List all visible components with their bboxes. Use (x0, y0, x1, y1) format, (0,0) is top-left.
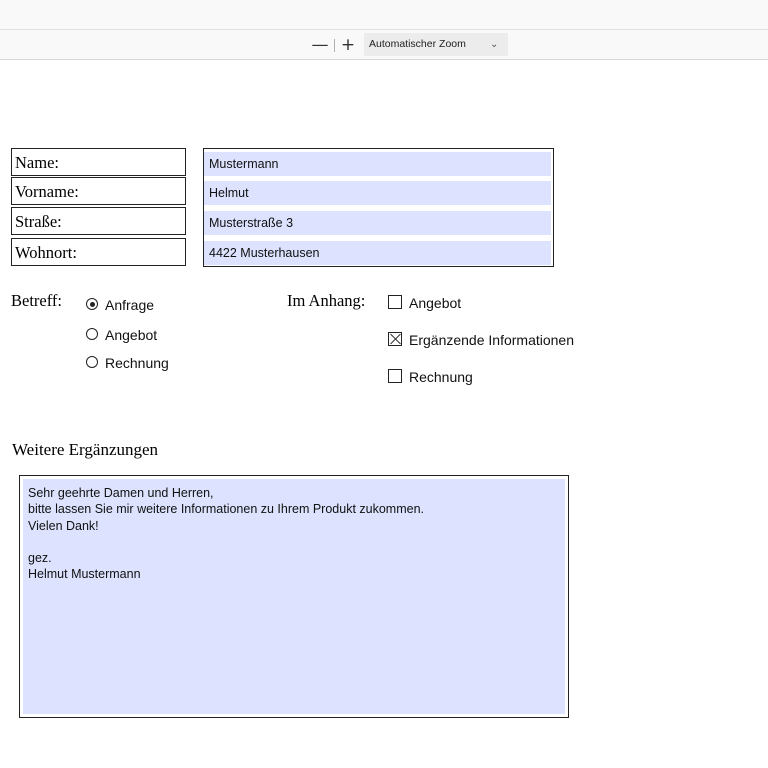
attachment-checkbox-ergaenzende-informationen[interactable] (388, 332, 402, 346)
strasse-input[interactable]: Musterstraße 3 (204, 211, 551, 235)
zoom-select[interactable] (364, 33, 508, 56)
subject-option-label: Rechnung (105, 355, 169, 371)
notes-title: Weitere Ergänzungen (12, 440, 159, 459)
subject-radio-angebot[interactable] (86, 328, 98, 340)
attachment-option-label: Ergänzende Informationen (409, 332, 574, 348)
vorname-label: Vorname: (11, 177, 186, 205)
attachment-checkbox-rechnung[interactable] (388, 369, 402, 383)
subject-label: Betreff: (11, 291, 63, 310)
subject-radio-rechnung[interactable] (86, 356, 98, 368)
pdf-toolbar (0, 30, 768, 60)
zoom-select-value: Automatischer Zoom (369, 38, 466, 50)
notes-textarea[interactable]: Sehr geehrte Damen und Herren, bitte lassen Sie mir weitere Informationen zu Ihrem Produkt zukommen. Vielen Dank! gez. Helmut Mustermann (23, 479, 565, 714)
attachments-label: Im Anhang: (287, 291, 366, 310)
subject-option-label: Anfrage (105, 297, 155, 313)
subject-radio-anfrage[interactable] (86, 298, 98, 310)
wohnort-input[interactable]: 4422 Musterhausen (204, 241, 551, 265)
chevron-down-icon: ⌄ (490, 39, 499, 50)
browser-top-bar (0, 0, 768, 30)
zoom-in-button[interactable]: + (340, 35, 356, 55)
attachment-option-label: Angebot (409, 295, 462, 311)
name-label: Name: (11, 148, 186, 176)
toolbar-separator (334, 39, 335, 52)
vorname-input[interactable]: Helmut (204, 181, 551, 205)
zoom-out-button[interactable]: — (311, 35, 329, 55)
attachment-option-label: Rechnung (409, 369, 473, 385)
subject-option-label: Angebot (105, 327, 158, 343)
strasse-label: Straße: (11, 207, 186, 235)
wohnort-label: Wohnort: (11, 238, 186, 266)
name-input[interactable]: Mustermann (204, 152, 551, 176)
attachment-checkbox-angebot[interactable] (388, 295, 402, 309)
